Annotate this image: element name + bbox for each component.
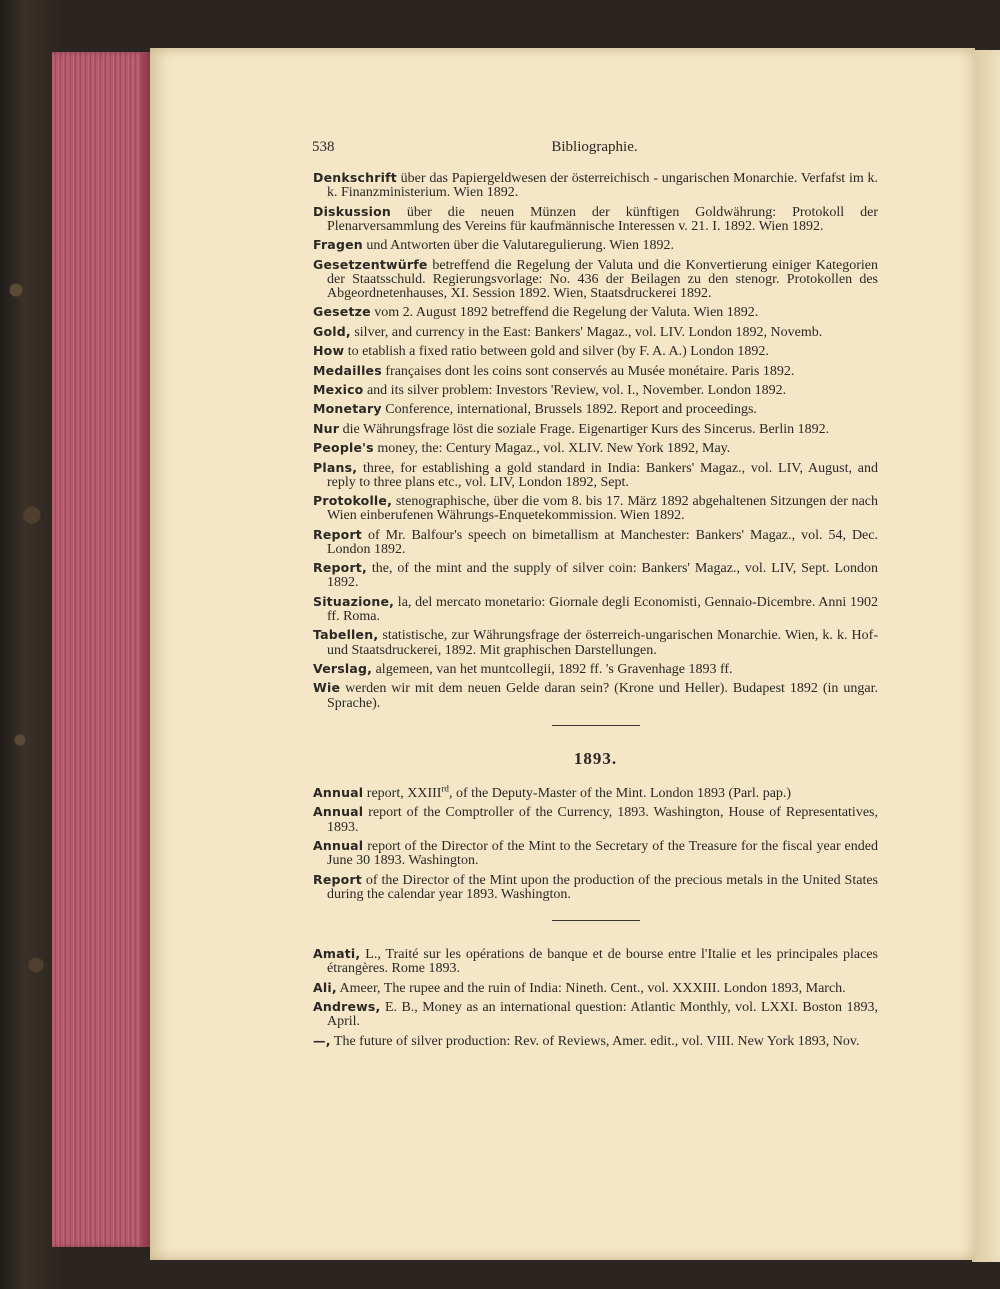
bib-entry [313, 783, 878, 802]
entry-key: Report [313, 871, 362, 887]
entry-key: How [313, 343, 345, 359]
bib-entry [313, 441, 878, 456]
entry-key: Denkschrift [313, 170, 397, 185]
section-divider [552, 725, 640, 726]
page-number: 538 [312, 139, 335, 155]
bib-entry [313, 947, 878, 976]
bib-entry [313, 325, 878, 340]
entry-text: algemeen, van het muntcollegii, 1892 ff. 's Gravenhage 1893 ff. [372, 662, 733, 678]
entry-key: Protokolle, [313, 493, 393, 509]
bib-entry [313, 561, 878, 590]
bib-entry [313, 258, 878, 302]
entry-text: werden wir mit dem neuen Gelde daran sein? (Krone und Heller). Budapest 1892 (in ungar. Sprache). [327, 681, 878, 711]
entry-key: Verslag, [313, 661, 373, 677]
entry-key: Ali, [313, 979, 337, 995]
entry-key: Annual [313, 785, 364, 801]
entry-text: to etablish a fixed ratio between gold and silver (by F. A. A.) London 1892. [344, 344, 769, 360]
bib-entry [313, 981, 878, 996]
entry-text: betreffend die Regelung der Valuta und die Konvertierung einiger Kategorien der Staatsschuld. Regierungsvorlage: No. 436 der Beilagen zu den stenogr. Protokollen des Abgeordnetenhauses, XI. Session 1892. Wien, Staatsdruckerei 1892. [327, 257, 878, 301]
page-edges [52, 52, 152, 1247]
entry-key: Report, [313, 560, 367, 576]
entry-key: Nur [313, 420, 340, 436]
entry-key: Situazione, [313, 593, 395, 609]
bib-entry [313, 494, 878, 523]
entries-1893-official [313, 805, 878, 902]
entry-text: über das Papiergeldwesen der österreichisch - ungarischen Monarchie. Verfafst im k. k. Finanzministerium. Wien 1892. [327, 171, 878, 201]
bib-entry [313, 528, 878, 557]
entry-text: vom 2. August 1892 betreffend die Regelung der Valuta. Wien 1892. [370, 305, 759, 321]
entry-text: françaises dont les coins sont conservés au Musée monétaire. Paris 1892. [381, 363, 795, 379]
entry-text: report, XXIII [363, 786, 442, 802]
entry-text: Conference, international, Brussels 1892. Report and proceedings. [381, 402, 757, 418]
entry-text: three, for establishing a gold standard in India: Bankers' Magaz., vol. LIV, August, and reply to three plans etc., vol. LIV, London 1892, Sept. [327, 460, 878, 490]
page-title: Bibliographie. [551, 139, 638, 155]
entry-key: Mexico [313, 381, 364, 397]
bib-entry [313, 1034, 878, 1049]
bib-entry [313, 681, 878, 710]
bib-entry [313, 238, 878, 253]
bibliography-content [313, 171, 878, 1053]
book-binding [0, 0, 60, 1289]
entry-text: silver, and currency in the East: Bankers' Magaz., vol. LIV. London 1892, Novemb. [350, 324, 823, 340]
binding-texture [8, 200, 48, 1100]
entry-text: die Währungsfrage löst die soziale Frage. Eigenartiger Kurs des Sincerus. Berlin 1892. [339, 421, 830, 437]
entry-text: Ameer, The rupee and the ruin of India: Nineth. Cent., vol. XXXIII. London 1893, March. [336, 980, 846, 996]
bib-entry [313, 171, 878, 200]
bib-entry [313, 422, 878, 437]
entry-text: la, del mercato monetario: Giornale degli Economisti, Gennaio-Dicembre. Anni 1902 ff. Roma. [327, 594, 878, 625]
entry-key: Andrews, [313, 999, 381, 1015]
entry-key: Annual [313, 838, 364, 854]
entry-key: Gesetze [313, 304, 371, 320]
entry-key: —, [313, 1032, 331, 1048]
bib-entry [313, 662, 878, 677]
section-divider [552, 920, 640, 921]
entry-key: Tabellen, [313, 627, 379, 643]
entry-text: The future of silver production: Rev. of Reviews, Amer. edit., vol. VIII. New York 1893, Nov. [330, 1033, 860, 1049]
entries-1892 [313, 171, 878, 711]
bib-entry [313, 205, 878, 234]
entries-1893-authors [313, 947, 878, 1049]
bib-entry [313, 628, 878, 657]
entry-key: People's [313, 440, 374, 456]
entry-key: Wie [313, 680, 341, 696]
entry-text: , of the Deputy-Master of the Mint. London 1893 (Parl. pap.) [448, 786, 792, 802]
bib-entry [313, 305, 878, 320]
bib-entry [313, 805, 878, 834]
bib-entry [313, 344, 878, 359]
next-page-edge [972, 50, 1000, 1262]
entry-key: Medailles [313, 362, 382, 378]
entry-key: Annual [313, 804, 364, 820]
entry-text: of Mr. Balfour's speech on bimetallism at Manchester: Bankers' Magaz., vol. 54, Dec. London 1892. [327, 527, 878, 557]
bib-entry [313, 364, 878, 379]
entry-text: money, the: Century Magaz., vol. XLIV. New York 1892, May. [373, 441, 731, 457]
bib-entry [313, 839, 878, 868]
entry-text: E. B., Money as an international question: Atlantic Monthly, vol. LXXI. Boston 1893, April. [327, 1000, 878, 1030]
entry-text: and its silver problem: Investors 'Review, vol. I., November. London 1892. [363, 382, 787, 398]
running-header [312, 139, 877, 161]
bib-entry [313, 383, 878, 398]
entry-text: und Antworten über die Valutaregulierung. Wien 1892. [362, 238, 675, 254]
entry-key: Gesetzentwürfe [313, 256, 428, 272]
bib-entry [313, 595, 878, 624]
entry-key: Gold, [313, 323, 351, 339]
entry-key: Fragen [313, 237, 363, 253]
bib-entry [313, 873, 878, 902]
entry-text: über die neuen Münzen der künftigen Goldwährung: Protokoll der Plenarversammlung des Vereins für kaufmännische Interessen v. 21. I. 1892. Wien 1892. [327, 204, 878, 234]
bib-entry [313, 1000, 878, 1029]
entry-text: of the Director of the Mint upon the production of the precious metals in the United States during the calendar year 1893. Washington. [327, 872, 878, 902]
entry-text: report of the Comptroller of the Currency, 1893. Washington, House of Representatives, 1893. [327, 805, 878, 835]
entry-text: report of the Director of the Mint to the Secretary of the Treasure for the fiscal year ended June 30 1893. Washington. [327, 839, 878, 869]
entry-text: the, of the mint and the supply of silver coin: Bankers' Magaz., vol. LIV, Sept. London 1892. [327, 561, 878, 591]
bib-entry [313, 402, 878, 417]
entry-key: Plans, [313, 459, 358, 475]
entry-key: Amati, [313, 946, 361, 962]
entry-text: stenographische, über die vom 8. bis 17. März 1892 abgehaltenen Sitzungen der nach Wien einberufenen Währungs-Enquetekommission. Wien 1892. [327, 494, 878, 524]
entry-text: statistische, zur Währungsfrage der österreich-ungarischen Monarchie. Wien, k. k. Hof- und Staatsdruckerei, 1892. Mit graphischen Darstellungen. [327, 628, 878, 658]
year-heading: 1893. [573, 748, 618, 768]
entry-text: L., Traité sur les opérations de banque et de bourse entre l'Italie et les principales places étrangères. Rome 1893. [327, 947, 878, 977]
entry-key: Monetary [313, 401, 382, 417]
entry-key: Report [313, 526, 362, 542]
entry-superscript: rd [441, 783, 449, 794]
bib-entry [313, 461, 878, 490]
entry-key: Diskussion [313, 203, 391, 219]
